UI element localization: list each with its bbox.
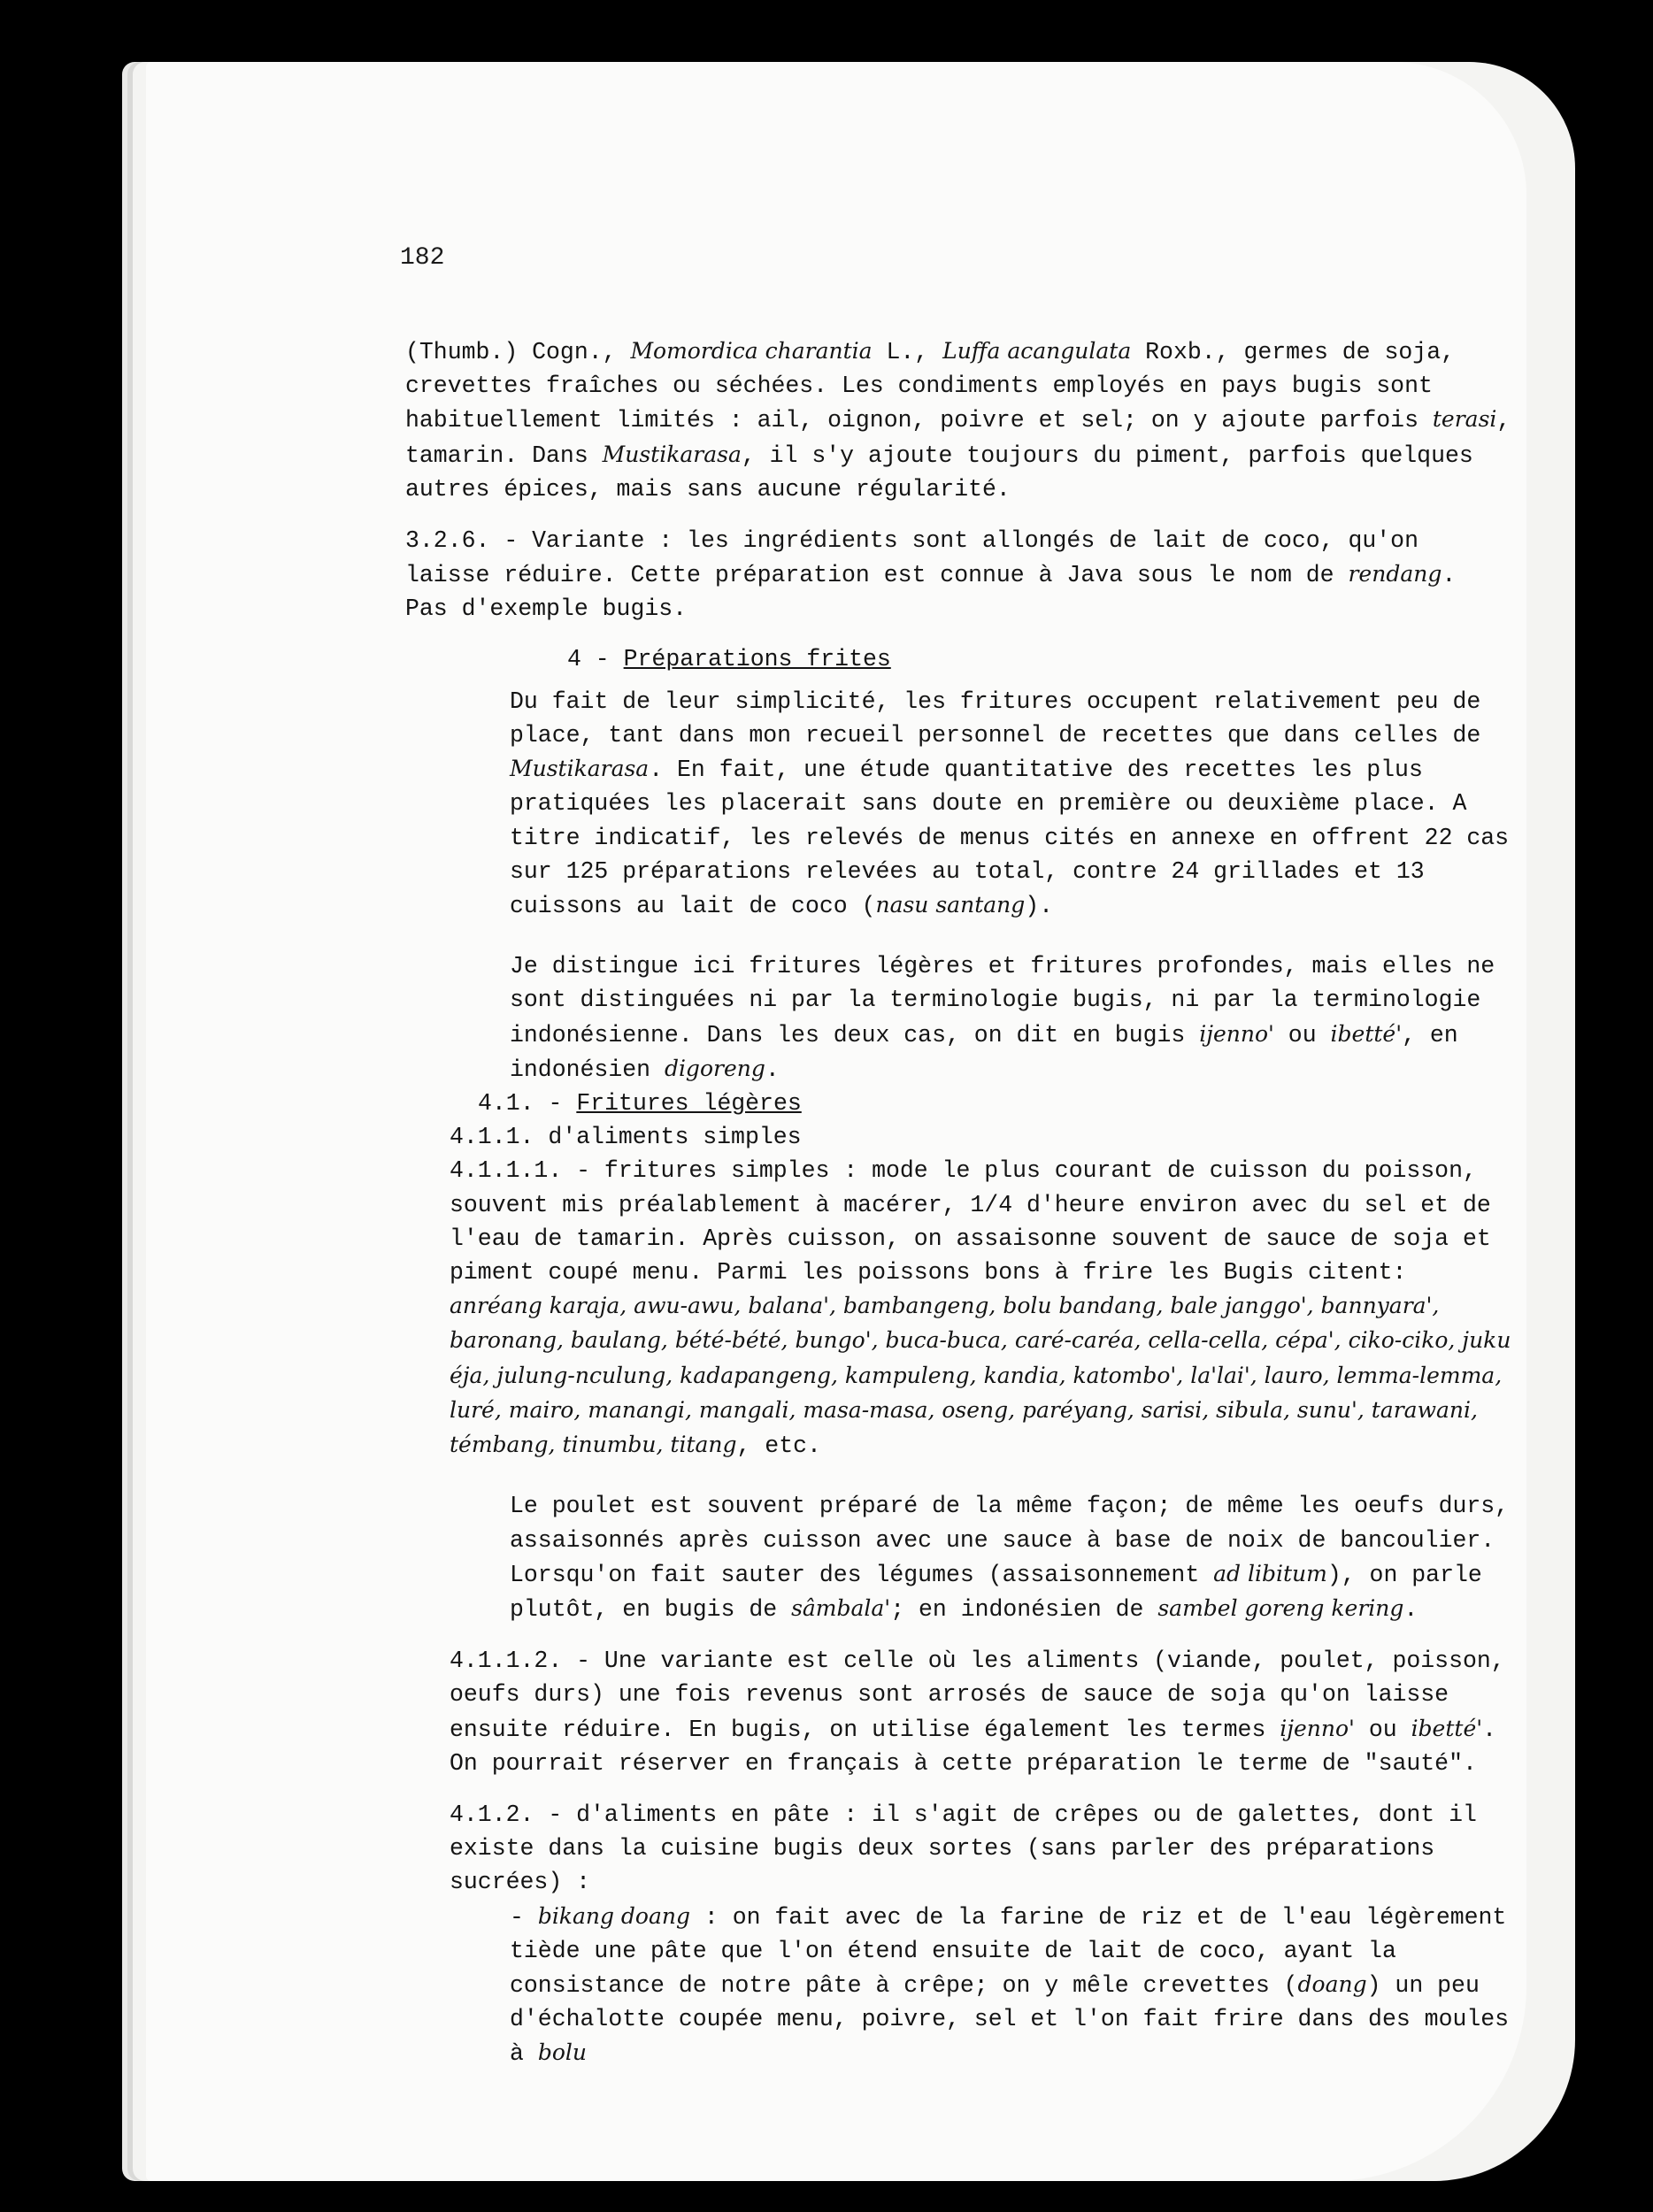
paragraph-4-1-1-1 <box>405 1154 1511 1463</box>
text-run: , etc. <box>736 1432 821 1460</box>
text-run: ), on parle plutôt, en bugis de <box>510 1561 1482 1623</box>
italic-term: bikang doang <box>537 1902 690 1929</box>
italic-term: Momordica charantia <box>630 338 873 364</box>
paragraph-4-1-1-2 <box>405 1644 1511 1780</box>
text-run: 3.2.6. - Variante : les ingrédients sont allongés de lait de coco, qu'on laisse réduire. Cette préparation est connue à Java sous le nom de <box>405 527 1419 589</box>
text-run: , il s'y ajoute toujours du piment, parfois quelques autres épices, mais sans aucune régularité. <box>405 442 1473 503</box>
paragraph-fritures-intro <box>405 685 1511 923</box>
italic-term: terasi <box>1432 406 1497 433</box>
text-run: 4.1.2. - d'aliments en pâte : il s'agit de crêpes ou de galettes, dont il existe dans la cuisine bugis deux sortes (sans parler des préparations sucrées) : <box>450 1801 1477 1896</box>
text-run: . <box>765 1056 780 1083</box>
paragraph-poulet <box>405 1489 1511 1626</box>
subsection-heading-4-1 <box>405 1087 1511 1120</box>
text-run: . Pas d'exemple bugis. <box>405 562 1457 623</box>
text-run: Le poulet est souvent préparé de la même façon; de même les oeufs durs, assaisonnés après cuisson avec une sauce à base de noix de bancoulier. Lorsqu'on fait sauter des légumes (assaisonnement <box>510 1493 1510 1588</box>
italic-term: ijenno' <box>1280 1715 1355 1741</box>
subsection-heading-4-1-1: 4.1.1. d'aliments simples <box>450 1124 802 1151</box>
italic-term: digoreng <box>664 1055 765 1081</box>
text-run: . En fait, une étude quantitative des recettes les plus pratiquées les placerait sans doute en première ou deuxième place. A titre indicatif, les relevés de menus cités en annexe en offrent 22 cas sur 125 préparations relevées au total, contre 24 grillades et 13 cuissons au lait de coco ( <box>510 757 1510 920</box>
text-run: , tamarin. Dans <box>405 407 1511 469</box>
text-run: Du fait de leur simplicité, les fritures occupent relativement peu de place, tant dans mon recueil personnel de recettes que dans celles de <box>510 687 1481 749</box>
text-run: 4.1.1.2. - Une variante est celle où les aliments (viande, poulet, poisson, oeufs durs) une fois revenus sont arrosés de sauce de soja qu'on laisse ensuite réduire. En bugis, on utilise également les termes <box>450 1647 1505 1743</box>
italic-term: Mustikarasa <box>602 441 742 467</box>
italic-term: ibetté' <box>1330 1020 1403 1047</box>
page-body <box>405 334 1511 2071</box>
fish-names-list: anréang karaja, awu-awu, balana', bambangeng, bolu bandang, bale janggo', bannyara', baronang, baulang, bété-bété, bungo', buca-buca, caré-caréa, cella-cella, cépa', ciko-ciko, juku éja, julung-nculung, kadapangeng, kampuleng, kandia, katombo', la'lai', lauro, lemma-lemma, luré, mairo, manangi, mangali, masa-masa, oseng, paréyang, sarisi, sibula, sunu', tarawani, témbang, tinumbu, titang <box>450 1293 1511 1458</box>
italic-term: ad libitum <box>1213 1560 1327 1586</box>
text-run: Je distingue ici fritures légères et fritures profondes, mais elles ne sont distinguées ni par la terminologie bugis, ni par la terminologie indonésienne. Dans les deux cas, on dit en bugis <box>510 953 1495 1048</box>
italic-term: Mustikarasa <box>510 756 650 782</box>
paragraph-4-1-2 <box>405 1798 1511 1900</box>
section-number: 4 - <box>567 645 624 672</box>
text-run: ou <box>1273 1021 1331 1048</box>
italic-term: sâmbala' <box>791 1594 891 1621</box>
text-run: , en indonésien <box>510 1021 1458 1083</box>
section-title: Fritures légères <box>576 1090 802 1118</box>
text-run: L., <box>872 339 943 365</box>
text-run: - <box>510 1903 538 1931</box>
text-run: ou <box>1354 1716 1411 1743</box>
paragraph-bikang-doang <box>405 1900 1511 2071</box>
page-number: 182 <box>400 244 445 272</box>
text-run: ). <box>1025 893 1054 920</box>
italic-term: doang <box>1297 1970 1367 1997</box>
text-run: . On pourrait réserver en français à cette préparation le terme de "sauté". <box>450 1716 1497 1777</box>
paragraph-plant-list <box>405 334 1511 506</box>
section-number: 4.1. - <box>478 1090 577 1118</box>
section-title: Préparations frites <box>623 645 891 672</box>
text-run: ; en indonésien de <box>890 1595 1158 1623</box>
text-run: . <box>1403 1595 1419 1623</box>
italic-term: sambel goreng kering <box>1157 1594 1404 1621</box>
italic-term: ibetté' <box>1411 1715 1483 1741</box>
paragraph-distinction <box>405 949 1511 1087</box>
text-run: 4.1.1.1. - fritures simples : mode le plus courant de cuisson du poisson, souvent mis préalablement à macérer, 1/4 d'heure environ avec du sel et de l'eau de tamarin. Après cuisson, on assaisonne souvent de sauce de soja et piment coupé menu. Parmi les poissons bons à frire les Bugis citent: <box>450 1157 1491 1286</box>
text-run: Roxb., germes de soja, crevettes fraîches ou séchées. Les condiments employés en pays bugis sont habituellement limités : ail, oignon, poivre et sel; on y ajoute parfois <box>405 339 1455 434</box>
paragraph-3-2-6 <box>405 524 1511 626</box>
italic-term: bolu <box>537 2039 587 2066</box>
italic-term: Luffa acangulata <box>942 338 1132 364</box>
text-run: : on fait avec de la farine de riz et de l'eau légèrement tiède une pâte que l'on étend ensuite de lait de coco, ayant la consistance de notre pâte à crêpe; on y mêle crevettes ( <box>510 1903 1507 1999</box>
italic-term: rendang <box>1348 561 1442 588</box>
text-run: ) un peu d'échalotte coupée menu, poivre, sel et l'on fait frire dans des moules à <box>510 1971 1510 2068</box>
text-run: (Thumb.) Cogn., <box>405 339 631 365</box>
italic-term: nasu santang <box>875 892 1026 918</box>
section-heading-4 <box>405 642 1511 676</box>
italic-term: ijenno' <box>1199 1020 1274 1047</box>
